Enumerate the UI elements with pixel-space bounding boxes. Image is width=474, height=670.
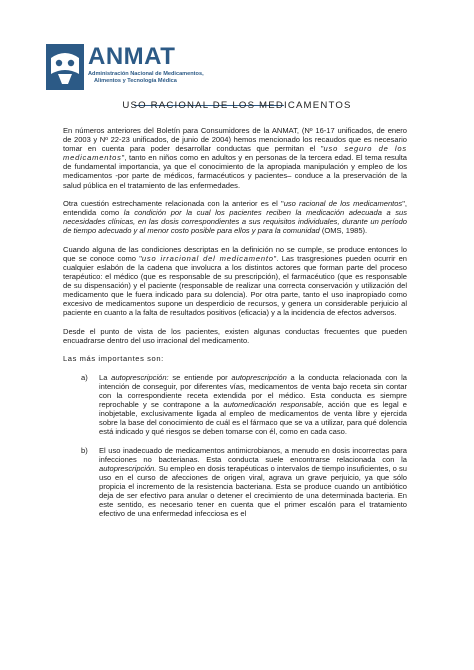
paragraph-4: Desde el punto de vista de los pacientes, existen algunas conductas frecuentes que pueden encuadrarse dentro del uso irracional del medicamento.: [63, 326, 407, 345]
paragraph-1: En números anteriores del Boletín para Consumidores de la ANMAT, (Nº 16-17 unificados, de enero de 2003 y Nº 22-23 unificados, de junio de 2004) hemos mencionado los recaudos que es necesario tomar en cuenta para poder desarrollar conductas que permitan el "uso seguro de los medicamentos", tanto en niños como en adultos y en personas de la tercera edad. El tema resulta de fundamental importancia, ya que el conocimiento de la apropiada manipulación y empleo de los medicamentos -por parte de médicos, farmacéuticos y pacientes– conduce a la preservación de la salud pública en el tratamiento de las enfermedades.: [63, 126, 407, 190]
brand-subtitle-line-1: Administración Nacional de Medicamentos,: [88, 71, 204, 77]
brand-name: ANMAT: [88, 43, 176, 70]
paragraph-3: Cuando alguna de las condiciones descriptas en la definición no se cumple, se produce entonces lo que se conoce como "uso irracional del medicamento". Las trasgresiones pueden ocurrir en cualquier eslabón de la cadena que involucra a los distintos actores que forman parte del proceso terapéutico: el médico (que es responsable de su prescripción), el farmacéutico (que es responsable de su dispensación) y el paciente (responsable de realizar una correcta conservación y utilización del medicamento que le fuera indicado para su dolencia). Por otra parte, tanto el uso inapropiado como excesivo de medicamentos supone un desperdicio de recursos, y genera un considerable perjuicio al paciente en cuanto a la falta de resultados positivos (eficacia) y a la incidencia de efectos adversos.: [63, 244, 408, 318]
list-item-label: a): [81, 372, 88, 382]
brand-subtitle-line-2: Alimentos y Tecnología Médica: [94, 78, 177, 84]
list-item-text: La autoprescripción: se entiende por autoprescripción a la conducta relacionada con la intención de conseguir, por diferentes vías, medicamentos de venta bajo receta sin contar con la correspondiente receta extendida por el médico. Esta conducta es siempre reprochable y se contrapone a la automedicación responsable, acción que es legal e inobjetable, exclusivamente ligada al empleo de medicamentos de venta libre y ejercida sobre la base del conocimiento de cuál es el fármaco que se va a utilizar, para qué dolencia está indicado y qué riesgos se deben tomarse con él, como en cada caso.: [99, 372, 407, 437]
list-item-text: El uso inadecuado de medicamentos antimicrobianos, a menudo en dosis incorrectas para infecciones no bacterianas. Esta conducta suele encontrarse relacionada con la autoprescripción. Su empleo en dosis terapéuticas o intervalos de tiempo insuficientes, o su uso en el curso de afecciones de origen viral, agrava un grave perjuicio, ya que sólo propicia el incremento de la resistencia bacteriana. Esta se produce cuando un antibiótico deja de ser efectivo para anular o detener el crecimiento de una determinada bacteria. En este sentido, es necesario tener en cuenta que el primer escalón para el tratamiento efectivo de una enfermedad infecciosa es el: [99, 445, 407, 519]
paragraph-2: Otra cuestión estrechamente relacionada con la anterior es el "uso racional de los medicamentos", entendida como la condición por la cual los pacientes reciben la medicación adecuada a sus necesidades clínicas, en las dosis correspondientes a sus requisitos individuales, durante un período de tiempo adecuado y al menor costo posible para ellos y para la comunidad (OMS, 1985).: [63, 198, 407, 236]
anmat-emblem-icon: [46, 44, 84, 90]
list-item-a: [63, 373, 407, 437]
list-item-b: [63, 446, 407, 519]
document-body: [63, 126, 407, 528]
document-title: USO RACIONAL DE LOS MEDICAMENTOS: [122, 100, 352, 111]
list-item-label: b): [81, 445, 88, 455]
section-heading: Las más importantes son:: [63, 354, 164, 364]
anmat-logo: [46, 43, 204, 90]
brand-subtitle: [88, 71, 204, 85]
